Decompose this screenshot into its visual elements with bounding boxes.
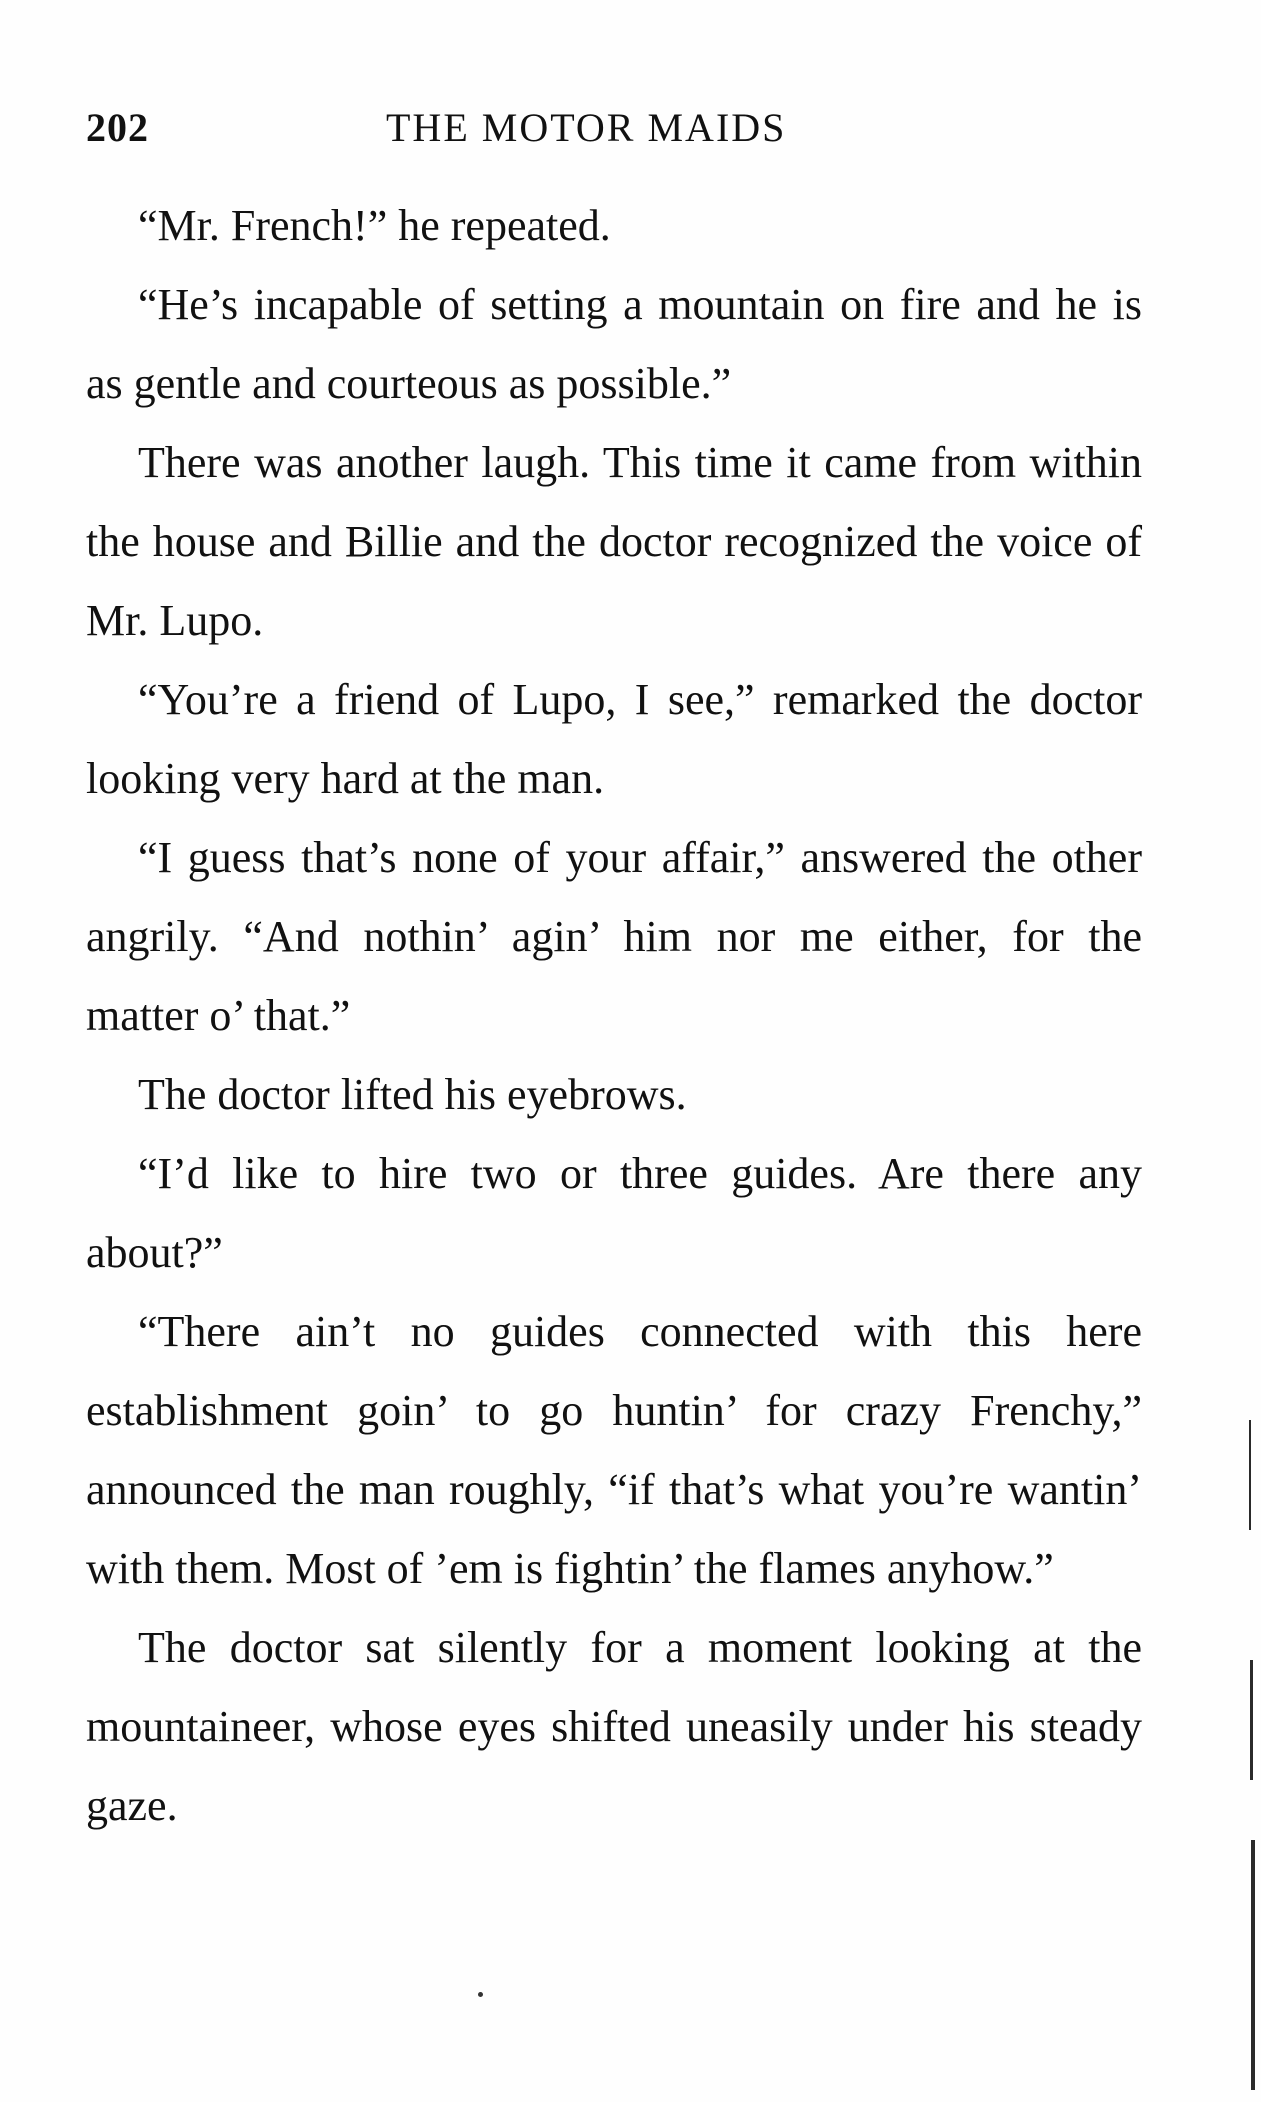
page-edge-shadow <box>1249 1420 1251 1530</box>
page-edge-shadow <box>1251 1840 1255 2090</box>
paragraph: “Mr. French!” he repeated. <box>138 201 611 250</box>
paragraph: “I guess that’s none of your affair,” answered the other angrily. “And nothin’ agin’ him nor me either, for the matter o’ that.” <box>86 833 1142 1040</box>
paragraph: “He’s incapable of setting a mountain on fire and he is as gentle and courteous as possible.” <box>86 280 1142 408</box>
paragraph: The doctor sat silently for a moment looking at the mountaineer, whose eyes shifted uneasily under his steady gaze. <box>86 1623 1142 1830</box>
body-text <box>86 186 1142 1845</box>
paragraph: There was another laugh. This time it came from within the house and Billie and the doctor recognized the voice of Mr. Lupo. <box>86 438 1142 645</box>
running-title: THE MOTOR MAIDS <box>386 105 787 150</box>
paragraph: “There ain’t no guides connected with this here establishment goin’ to go huntin’ for crazy Frenchy,” announced the man roughly, “if that’s what you’re wantin’ with them. Most of ’em is fightin’ the flames anyhow.” <box>86 1307 1142 1593</box>
paragraph: The doctor lifted his eyebrows. <box>138 1070 687 1119</box>
paragraph: “You’re a friend of Lupo, I see,” remarked the doctor looking very hard at the man. <box>86 675 1142 803</box>
paragraph: “I’d like to hire two or three guides. Are there any about?” <box>86 1149 1142 1277</box>
page-number: 202 <box>86 105 149 150</box>
print-speck <box>478 1992 483 1997</box>
page-header <box>86 104 1146 154</box>
page-edge-shadow <box>1250 1660 1253 1780</box>
